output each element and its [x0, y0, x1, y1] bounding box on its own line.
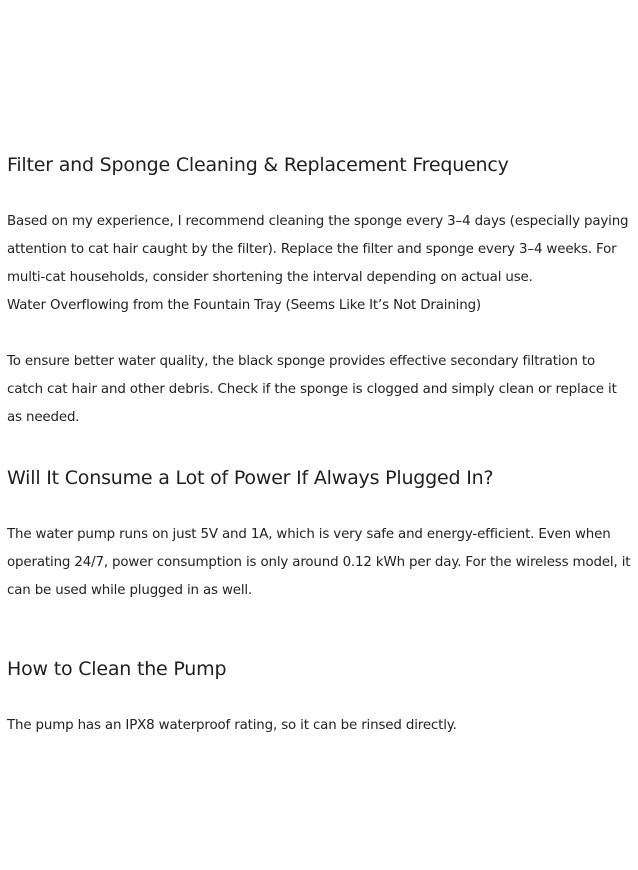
- article-content: [7, 148, 635, 740]
- paragraph-overflow-title: Water Overflowing from the Fountain Tray (Seems Like It’s Not Draining): [7, 298, 481, 313]
- paragraph-power-consumption: The water pump runs on just 5V and 1A, which is very safe and energy-efficient. Even when operating 24/7, power consumption is only around 0.12 kWh per day. For the wireless model, it can be used while plugged in as well.: [7, 527, 631, 598]
- paragraph-pump-waterproof: The pump has an IPX8 waterproof rating, so it can be rinsed directly.: [7, 718, 457, 733]
- section-heading-clean-pump: How to Clean the Pump: [7, 658, 227, 680]
- section-heading-filter-sponge: Filter and Sponge Cleaning & Replacement Frequency: [7, 154, 509, 176]
- paragraph-sponge-filtration: To ensure better water quality, the black sponge provides effective secondary filtration to catch cat hair and other debris. Check if the sponge is clogged and simply clean or replace it as needed.: [7, 354, 617, 425]
- paragraph-cleaning-frequency: Based on my experience, I recommend cleaning the sponge every 3–4 days (especially paying attention to cat hair caught by the filter). Replace the filter and sponge every 3–4 weeks. For multi-cat households, consider shortening the interval depending on actual use.: [7, 214, 629, 285]
- section-heading-power: Will It Consume a Lot of Power If Always Plugged In?: [7, 467, 494, 489]
